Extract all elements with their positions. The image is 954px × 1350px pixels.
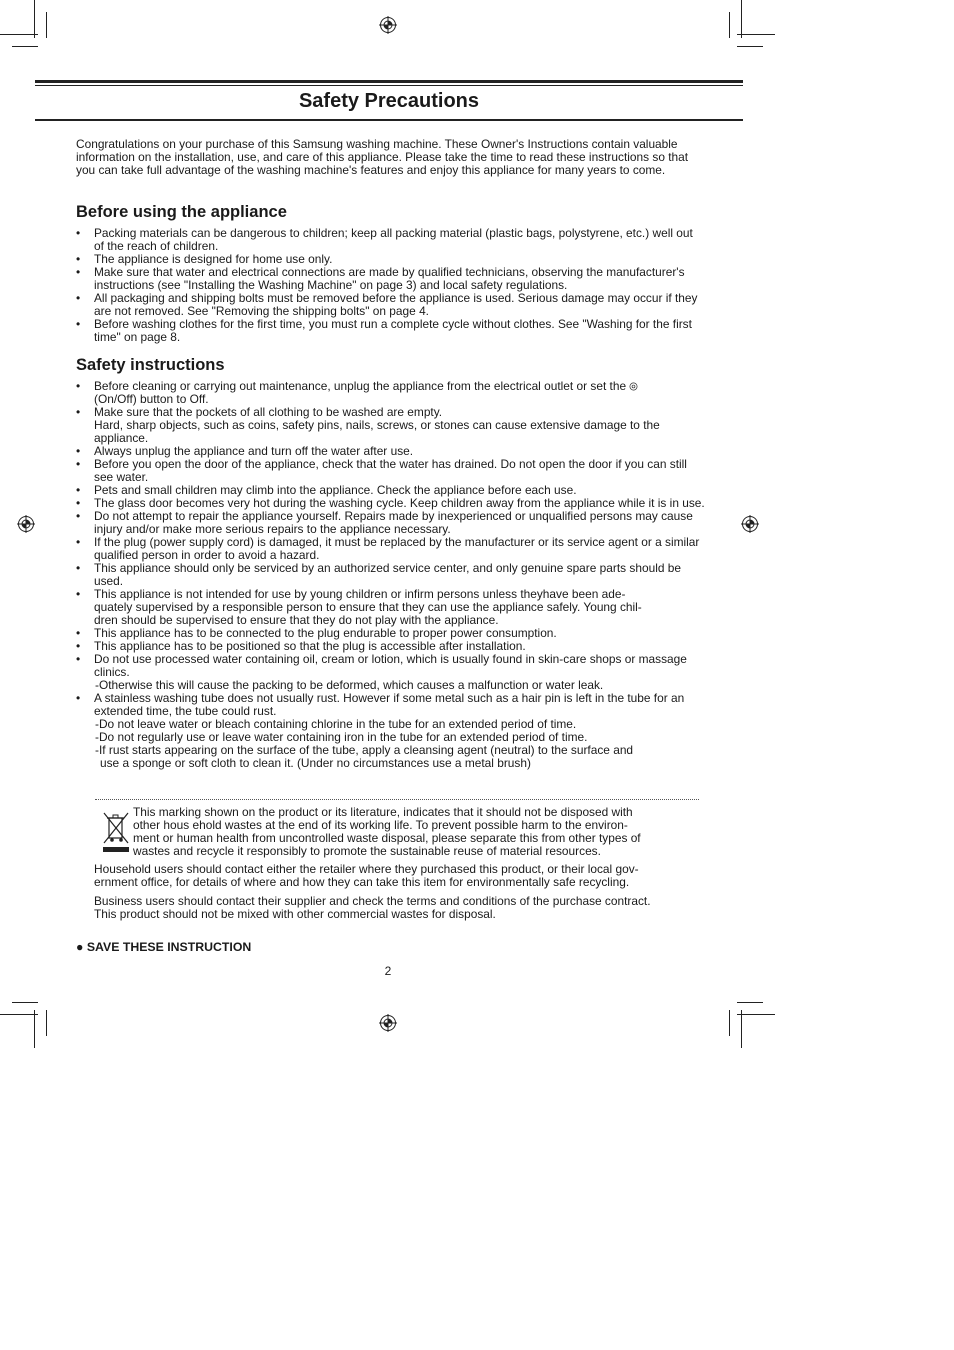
household-users-paragraph: Household users should contact either the retailer where they purchased this product, or their local gov- ernment office, for details of where and how they can take this item for environmentally safe recycling. [94,862,639,889]
crop-mark [12,46,38,47]
before-list [76,227,706,344]
crop-mark [729,12,730,38]
safety-list [76,380,706,770]
intro-paragraph: Congratulations on your purchase of this Samsung washing machine. These Owner's Instructions contain valuable information on the installation, use, and care of this appliance. Please take the time to read these instructions so that you can take full advantage of the washing machine's features and enjoy this appliance for many years to come. [76,137,689,177]
crop-mark [46,12,47,38]
list-item: • Do not attempt to repair the appliance yourself. Repairs made by inexperienced or unqualified persons may cause injury and/or make more serious repairs to the appliance necessary. [76,509,693,536]
crop-mark [12,1002,38,1003]
list-item: • This appliance is not intended for use by young children or infirm persons unless theyhave been ade- quately supervised by a responsible person to ensure that they can use the appliance safely. Young chil- dren should be supervised to ensure that they do not play with the appliance. [76,587,642,627]
page-number: 2 [384,964,392,978]
list-item: • The appliance is designed for home use only. [76,252,333,266]
list-item: • This appliance has to be positioned so that the plug is accessible after installation. [76,639,526,653]
crop-mark [34,1010,35,1048]
registration-mark-icon [379,16,397,34]
crop-mark [737,1002,763,1003]
list-item: • Before you open the door of the appliance, check that the water has drained. Do not open the door if you can still see water. [76,457,687,484]
crop-mark [34,0,35,38]
title-rule-top [35,80,743,83]
list-item: • Do not use processed water containing oil, cream or lotion, which is usually found in skin-care shops or massage clinics. -Otherwise this will cause the packing to be deformed, which causes a malfunction or water leak. [76,652,687,692]
crop-mark [46,1010,47,1036]
crop-mark [0,34,38,35]
list-item: • Before washing clothes for the first time, you must run a complete cycle without clothes. See "Washing for the first time" on page 8. [76,317,692,344]
before-heading: Before using the appliance [76,203,287,221]
list-item: • The glass door becomes very hot during the washing cycle. Keep children away from the appliance while it is in use. [76,496,705,510]
crop-mark [0,1014,38,1015]
crop-mark [737,34,775,35]
title-rule-bottom [35,119,743,121]
list-item: • Packing materials can be dangerous to children; keep all packing material (plastic bags, polystyrene, etc.) well out of the reach of children. [76,226,693,253]
save-instructions-note: ● SAVE THESE INSTRUCTION [76,940,252,954]
crop-mark [729,1010,730,1036]
crop-mark [737,46,763,47]
weee-notice: This marking shown on the product or its literature, indicates that it should not be disposed with other hous ehold wastes at the end of its working life. To prevent possible harm to the environ- ment or human health from uncontrolled waste disposal, please separate this from other types of wastes and recycle it responsibly to promote the sustainable reuse of material resources. [133,805,641,858]
list-item: • Always unplug the appliance and turn off the water after use. [76,444,414,458]
safety-heading: Safety instructions [76,356,225,374]
power-icon [629,382,638,391]
registration-mark-icon [379,1014,397,1032]
registration-mark-icon [741,515,759,533]
list-item: • Pets and small children may climb into the appliance. Check the appliance before each use. [76,483,577,497]
crop-mark [741,0,742,38]
page-title: Safety Precautions [298,90,480,112]
crossed-out-wheelie-bin-icon [102,810,130,854]
list-item: • Before cleaning or carrying out maintenance, unplug the appliance from the electrical outlet or set the (On/Off) button to Off. [76,380,706,406]
title-rule-top-thin [35,85,743,86]
list-item: • This appliance has to be connected to the plug endurable to proper power consumption. [76,626,557,640]
crop-mark [737,1014,775,1015]
list-item: • This appliance should only be serviced by an authorized service center, and only genuine spare parts should be used. [76,561,681,588]
list-item: • All packaging and shipping bolts must be removed before the appliance is used. Serious damage may occur if they are not removed. See "Removing the shipping bolts" on page 4. [76,291,698,318]
list-item: • If the plug (power supply cord) is damaged, it must be replaced by the manufacturer or its service agent or a similar qualified person in order to avoid a hazard. [76,535,700,562]
crop-mark [741,1010,742,1048]
list-item: • Make sure that the pockets of all clothing to be washed are empty. Hard, sharp objects, such as coins, safety pins, nails, screws, or stones can cause extensive damage to the appliance. [76,405,660,445]
list-item: • A stainless washing tube does not usually rust. However if some metal such as a hair pin is left in the tube for an extended time, the tube could rust. -Do not leave water or bleach containing chlorine in the tube for an extended period of time. -Do not regularly use or leave water containing iron in the tube for an extended period of time. -If rust starts appearing on the surface of the tube, apply a cleansing agent (neutral) to the surface and use a sponge or soft cloth to clean it. (Under no circumstances use a metal brush) [76,691,685,770]
list-item: • Make sure that water and electrical connections are made by qualified technicians, observing the manufacturer's instructions (see "Installing the Washing Machine" on page 3) and local safety regulations. [76,265,685,292]
dotted-divider [95,799,699,800]
business-users-paragraph: Business users should contact their supplier and check the terms and conditions of the purchase contract. This product should not be mixed with other commercial wastes for disposal. [94,894,651,921]
registration-mark-icon [17,515,35,533]
